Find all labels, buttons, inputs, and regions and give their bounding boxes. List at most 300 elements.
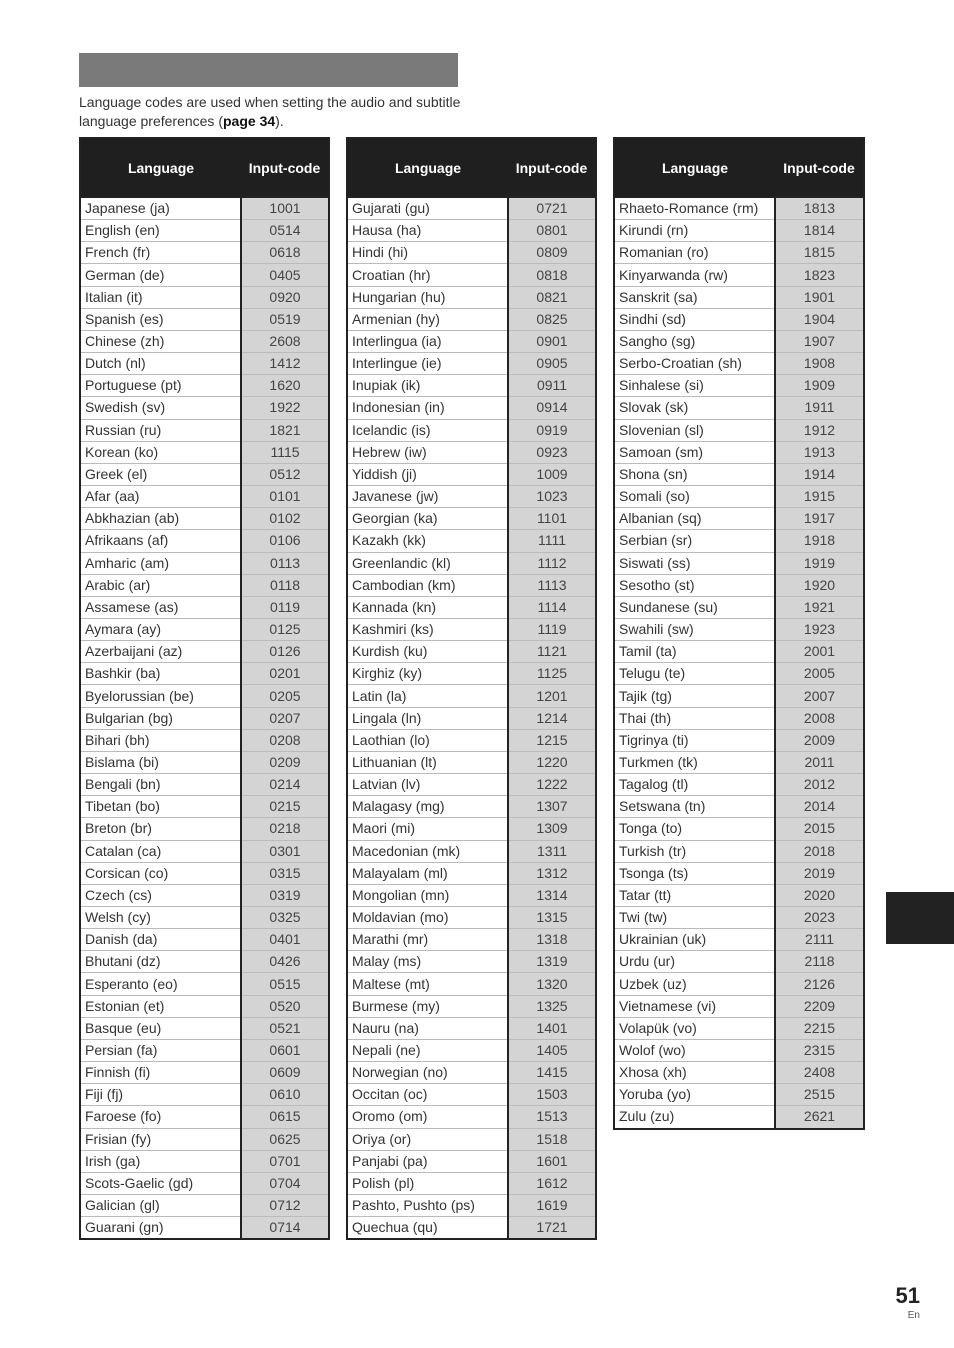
language-name-cell: Swedish (sv): [80, 397, 241, 419]
input-code-cell: 1115: [241, 441, 329, 463]
table-row: [80, 574, 329, 596]
table-row: [347, 907, 596, 929]
input-code-cell: 1309: [508, 818, 596, 840]
table-row: [614, 486, 864, 508]
input-code-cell: 2118: [775, 951, 864, 973]
language-name-cell: English (en): [80, 220, 241, 242]
section-side-tab: [886, 892, 954, 944]
input-code-cell: 1619: [508, 1195, 596, 1217]
table-row: [347, 375, 596, 397]
table-row: [80, 353, 329, 375]
table-row: [347, 884, 596, 906]
table-row: [614, 330, 864, 352]
language-name-cell: Swahili (sw): [614, 618, 775, 640]
input-code-cell: 1823: [775, 264, 864, 286]
input-code-cell: 1101: [508, 508, 596, 530]
table-row: [80, 707, 329, 729]
input-code-cell: 2111: [775, 929, 864, 951]
language-name-cell: Italian (it): [80, 286, 241, 308]
table-row: [347, 1217, 596, 1240]
language-name-cell: Spanish (es): [80, 308, 241, 330]
language-name-cell: Sangho (sg): [614, 330, 775, 352]
input-code-cell: 2515: [775, 1084, 864, 1106]
input-code-cell: 0315: [241, 862, 329, 884]
language-name-cell: Czech (cs): [80, 884, 241, 906]
input-code-cell: 1401: [508, 1017, 596, 1039]
input-code-cell: 1311: [508, 840, 596, 862]
language-name-cell: Wolof (wo): [614, 1039, 775, 1061]
language-name-cell: Faroese (fo): [80, 1106, 241, 1128]
language-name-cell: Volapük (vo): [614, 1017, 775, 1039]
input-code-cell: 0125: [241, 618, 329, 640]
language-name-cell: Afar (aa): [80, 486, 241, 508]
input-code-cell: 0618: [241, 242, 329, 264]
language-code-table-2: [346, 137, 597, 1240]
language-name-cell: Tajik (tg): [614, 685, 775, 707]
input-code-cell: 0113: [241, 552, 329, 574]
language-name-cell: Azerbaijani (az): [80, 641, 241, 663]
language-name-cell: Tigrinya (ti): [614, 729, 775, 751]
input-code-cell: 0201: [241, 663, 329, 685]
input-code-cell: 1215: [508, 729, 596, 751]
table-row: [614, 1039, 864, 1061]
table-row: [347, 596, 596, 618]
language-name-cell: Galician (gl): [80, 1195, 241, 1217]
language-name-cell: Estonian (et): [80, 995, 241, 1017]
language-name-cell: Latvian (lv): [347, 774, 508, 796]
input-code-cell: 0514: [241, 220, 329, 242]
input-code-cell: 2209: [775, 995, 864, 1017]
input-code-cell: 2019: [775, 862, 864, 884]
input-code-cell: 2315: [775, 1039, 864, 1061]
language-name-cell: Fiji (fj): [80, 1084, 241, 1106]
language-name-cell: Slovak (sk): [614, 397, 775, 419]
input-code-column-header: Input-code: [508, 138, 596, 197]
language-name-cell: Panjabi (pa): [347, 1150, 508, 1172]
input-code-cell: 0704: [241, 1172, 329, 1194]
language-name-cell: Kirghiz (ky): [347, 663, 508, 685]
table-row: [614, 862, 864, 884]
table-row: [614, 641, 864, 663]
table-row: [614, 907, 864, 929]
language-name-cell: Arabic (ar): [80, 574, 241, 596]
table-row: [614, 774, 864, 796]
language-name-cell: Sanskrit (sa): [614, 286, 775, 308]
language-name-cell: Turkish (tr): [614, 840, 775, 862]
input-code-cell: 0208: [241, 729, 329, 751]
table-row: [80, 486, 329, 508]
language-name-cell: Kirundi (rn): [614, 220, 775, 242]
input-code-cell: 1821: [241, 419, 329, 441]
input-code-cell: 2007: [775, 685, 864, 707]
input-code-cell: 1315: [508, 907, 596, 929]
language-name-cell: Yoruba (yo): [614, 1084, 775, 1106]
table-row: [614, 530, 864, 552]
table-row: [80, 818, 329, 840]
input-code-cell: 1923: [775, 618, 864, 640]
language-name-cell: Basque (eu): [80, 1017, 241, 1039]
table-row: [614, 1017, 864, 1039]
language-name-cell: Kannada (kn): [347, 596, 508, 618]
input-code-cell: 1922: [241, 397, 329, 419]
input-code-cell: 2023: [775, 907, 864, 929]
language-name-cell: Portuguese (pt): [80, 375, 241, 397]
input-code-cell: 1325: [508, 995, 596, 1017]
language-name-cell: Samoan (sm): [614, 441, 775, 463]
language-name-cell: Javanese (jw): [347, 486, 508, 508]
input-code-cell: 1518: [508, 1128, 596, 1150]
input-code-cell: 1023: [508, 486, 596, 508]
input-code-cell: 0714: [241, 1217, 329, 1240]
language-name-cell: Slovenian (sl): [614, 419, 775, 441]
input-code-cell: 0809: [508, 242, 596, 264]
input-code-cell: 1113: [508, 574, 596, 596]
table-row: [614, 663, 864, 685]
table-row: [347, 397, 596, 419]
input-code-cell: 0609: [241, 1062, 329, 1084]
input-code-cell: 0712: [241, 1195, 329, 1217]
table-row: [614, 264, 864, 286]
table-row: [347, 618, 596, 640]
language-name-cell: Esperanto (eo): [80, 973, 241, 995]
input-code-cell: 2011: [775, 751, 864, 773]
language-name-cell: Aymara (ay): [80, 618, 241, 640]
table-row: [614, 729, 864, 751]
table-row: [614, 1106, 864, 1129]
language-name-cell: Bihari (bh): [80, 729, 241, 751]
table-row: [347, 1150, 596, 1172]
language-name-cell: Lithuanian (lt): [347, 751, 508, 773]
input-code-cell: 0325: [241, 907, 329, 929]
input-code-cell: 1320: [508, 973, 596, 995]
table-row: [347, 707, 596, 729]
table-row: [347, 862, 596, 884]
language-name-cell: Lingala (ln): [347, 707, 508, 729]
input-code-cell: 2015: [775, 818, 864, 840]
section-title-bar: [79, 53, 458, 87]
input-code-cell: 0301: [241, 840, 329, 862]
table-row: [80, 685, 329, 707]
table-row: [614, 419, 864, 441]
input-code-cell: 2012: [775, 774, 864, 796]
table-row: [80, 1195, 329, 1217]
input-code-cell: 1721: [508, 1217, 596, 1240]
language-name-cell: Serbian (sr): [614, 530, 775, 552]
language-name-cell: Rhaeto-Romance (rm): [614, 197, 775, 220]
table-row: [80, 596, 329, 618]
table-row: [614, 1084, 864, 1106]
table-row: [347, 1172, 596, 1194]
table-row: [80, 929, 329, 951]
input-code-cell: 1813: [775, 197, 864, 220]
table-row: [80, 1039, 329, 1061]
language-name-cell: Bashkir (ba): [80, 663, 241, 685]
table-row: [614, 308, 864, 330]
table-row: [347, 663, 596, 685]
table-row: [80, 308, 329, 330]
input-code-cell: 1912: [775, 419, 864, 441]
language-name-cell: Assamese (as): [80, 596, 241, 618]
table-row: [80, 796, 329, 818]
table-row: [80, 774, 329, 796]
input-code-cell: 0215: [241, 796, 329, 818]
input-code-cell: 2005: [775, 663, 864, 685]
input-code-cell: 0405: [241, 264, 329, 286]
language-name-cell: Bengali (bn): [80, 774, 241, 796]
table-row: [347, 264, 596, 286]
table-row: [80, 441, 329, 463]
table-row: [614, 618, 864, 640]
input-code-cell: 2009: [775, 729, 864, 751]
table-row: [80, 197, 329, 220]
input-code-cell: 0319: [241, 884, 329, 906]
input-code-cell: 1307: [508, 796, 596, 818]
language-name-cell: Scots-Gaelic (gd): [80, 1172, 241, 1194]
table-row: [347, 1106, 596, 1128]
language-name-cell: Latin (la): [347, 685, 508, 707]
language-name-cell: Armenian (hy): [347, 308, 508, 330]
table-row: [614, 818, 864, 840]
language-name-cell: Georgian (ka): [347, 508, 508, 530]
input-code-cell: 0920: [241, 286, 329, 308]
language-name-cell: Catalan (ca): [80, 840, 241, 862]
language-code-table-1: [79, 137, 330, 1240]
input-code-cell: 0426: [241, 951, 329, 973]
language-name-cell: Greek (el): [80, 463, 241, 485]
table-row: [80, 330, 329, 352]
language-name-cell: Norwegian (no): [347, 1062, 508, 1084]
language-name-cell: Russian (ru): [80, 419, 241, 441]
language-name-cell: Tonga (to): [614, 818, 775, 840]
input-code-cell: 1125: [508, 663, 596, 685]
input-code-cell: 1214: [508, 707, 596, 729]
input-code-cell: 0701: [241, 1150, 329, 1172]
table-row: [80, 1084, 329, 1106]
table-row: [614, 463, 864, 485]
input-code-cell: 1921: [775, 596, 864, 618]
input-code-cell: 1919: [775, 552, 864, 574]
table-row: [614, 397, 864, 419]
input-code-cell: 0610: [241, 1084, 329, 1106]
input-code-cell: 1222: [508, 774, 596, 796]
table-row: [347, 308, 596, 330]
table-row: [80, 862, 329, 884]
table-row: [80, 286, 329, 308]
language-name-cell: Corsican (co): [80, 862, 241, 884]
language-name-cell: Kinyarwanda (rw): [614, 264, 775, 286]
input-code-cell: 1112: [508, 552, 596, 574]
language-name-cell: Finnish (fi): [80, 1062, 241, 1084]
table-row: [347, 973, 596, 995]
language-name-cell: Dutch (nl): [80, 353, 241, 375]
input-code-cell: 1114: [508, 596, 596, 618]
language-name-cell: Inupiak (ik): [347, 375, 508, 397]
table-row: [80, 840, 329, 862]
language-name-cell: Icelandic (is): [347, 419, 508, 441]
language-name-cell: Malayalam (ml): [347, 862, 508, 884]
language-name-cell: Serbo-Croatian (sh): [614, 353, 775, 375]
input-code-cell: 1415: [508, 1062, 596, 1084]
language-name-cell: German (de): [80, 264, 241, 286]
table-row: [614, 884, 864, 906]
table-row: [80, 508, 329, 530]
table-row: [347, 441, 596, 463]
table-row: [614, 508, 864, 530]
input-code-cell: 1201: [508, 685, 596, 707]
input-code-cell: 0911: [508, 375, 596, 397]
language-name-cell: Siswati (ss): [614, 552, 775, 574]
input-code-cell: 2126: [775, 973, 864, 995]
table-row: [347, 1062, 596, 1084]
input-code-cell: 2215: [775, 1017, 864, 1039]
table-row: [80, 220, 329, 242]
input-code-cell: 2020: [775, 884, 864, 906]
input-code-column-header: Input-code: [775, 138, 864, 197]
language-name-cell: Marathi (mr): [347, 929, 508, 951]
language-name-cell: Sundanese (su): [614, 596, 775, 618]
language-column-header: Language: [80, 138, 241, 197]
language-name-cell: Sindhi (sd): [614, 308, 775, 330]
input-code-cell: 0520: [241, 995, 329, 1017]
table-row: [347, 840, 596, 862]
table-row: [347, 995, 596, 1017]
language-name-cell: Nepali (ne): [347, 1039, 508, 1061]
input-code-cell: 0126: [241, 641, 329, 663]
table-row: [347, 796, 596, 818]
input-code-cell: 1918: [775, 530, 864, 552]
language-name-cell: Uzbek (uz): [614, 973, 775, 995]
input-code-cell: 0825: [508, 308, 596, 330]
language-name-cell: Amharic (am): [80, 552, 241, 574]
table-row: [614, 995, 864, 1017]
language-name-cell: Byelorussian (be): [80, 685, 241, 707]
table-row: [80, 375, 329, 397]
language-name-cell: Welsh (cy): [80, 907, 241, 929]
language-name-cell: Polish (pl): [347, 1172, 508, 1194]
language-name-cell: French (fr): [80, 242, 241, 264]
language-name-cell: Hebrew (iw): [347, 441, 508, 463]
language-name-cell: Albanian (sq): [614, 508, 775, 530]
language-name-cell: Romanian (ro): [614, 242, 775, 264]
table-row: [347, 685, 596, 707]
language-name-cell: Kashmiri (ks): [347, 618, 508, 640]
language-name-cell: Mongolian (mn): [347, 884, 508, 906]
input-code-cell: 2408: [775, 1062, 864, 1084]
language-name-cell: Bulgarian (bg): [80, 707, 241, 729]
table-row: [347, 508, 596, 530]
language-name-cell: Tamil (ta): [614, 641, 775, 663]
input-code-cell: 2014: [775, 796, 864, 818]
input-code-cell: 0512: [241, 463, 329, 485]
input-code-cell: 1901: [775, 286, 864, 308]
input-code-cell: 0601: [241, 1039, 329, 1061]
language-name-cell: Irish (ga): [80, 1150, 241, 1172]
table-row: [80, 1062, 329, 1084]
table-row: [80, 552, 329, 574]
input-code-column-header: Input-code: [241, 138, 329, 197]
language-name-cell: Vietnamese (vi): [614, 995, 775, 1017]
table-row: [347, 1084, 596, 1106]
input-code-cell: 1405: [508, 1039, 596, 1061]
input-code-cell: 0119: [241, 596, 329, 618]
language-name-cell: Maltese (mt): [347, 973, 508, 995]
table-row: [614, 973, 864, 995]
table-row: [347, 486, 596, 508]
language-name-cell: Afrikaans (af): [80, 530, 241, 552]
input-code-cell: 1915: [775, 486, 864, 508]
table-row: [347, 1195, 596, 1217]
intro-text: [79, 93, 479, 130]
table-row: [347, 729, 596, 751]
table-row: [614, 596, 864, 618]
table-row: [614, 353, 864, 375]
input-code-cell: 2018: [775, 840, 864, 862]
table-row: [80, 1128, 329, 1150]
table-row: [80, 1017, 329, 1039]
table-row: [347, 1128, 596, 1150]
language-name-cell: Bislama (bi): [80, 751, 241, 773]
language-name-cell: Korean (ko): [80, 441, 241, 463]
table-row: [80, 1106, 329, 1128]
input-code-cell: 0101: [241, 486, 329, 508]
language-name-cell: Urdu (ur): [614, 951, 775, 973]
page-number: 51: [895, 1283, 920, 1308]
language-name-cell: Kazakh (kk): [347, 530, 508, 552]
page-reference-link[interactable]: page 34: [223, 112, 276, 129]
input-code-cell: 1513: [508, 1106, 596, 1128]
input-code-cell: 0205: [241, 685, 329, 707]
table-row: [614, 840, 864, 862]
input-code-cell: 0615: [241, 1106, 329, 1128]
table-row: [80, 419, 329, 441]
input-code-cell: 0801: [508, 220, 596, 242]
language-name-cell: Yiddish (ji): [347, 463, 508, 485]
table-row: [347, 552, 596, 574]
language-column-header: Language: [614, 138, 775, 197]
input-code-cell: 0818: [508, 264, 596, 286]
language-name-cell: Turkmen (tk): [614, 751, 775, 773]
input-code-cell: 2001: [775, 641, 864, 663]
language-name-cell: Oriya (or): [347, 1128, 508, 1150]
table-row: [347, 419, 596, 441]
table-row: [614, 286, 864, 308]
table-row: [347, 1039, 596, 1061]
language-name-cell: Occitan (oc): [347, 1084, 508, 1106]
language-name-cell: Sesotho (st): [614, 574, 775, 596]
language-code-table-3: [613, 137, 865, 1130]
input-code-cell: 0218: [241, 818, 329, 840]
table-row: [347, 929, 596, 951]
table-row: [80, 973, 329, 995]
language-name-cell: Malay (ms): [347, 951, 508, 973]
input-code-cell: 1312: [508, 862, 596, 884]
table-row: [347, 330, 596, 352]
language-name-cell: Moldavian (mo): [347, 907, 508, 929]
language-name-cell: Interlingua (ia): [347, 330, 508, 352]
input-code-cell: 1001: [241, 197, 329, 220]
input-code-cell: 2608: [241, 330, 329, 352]
table-row: [614, 751, 864, 773]
language-name-cell: Zulu (zu): [614, 1106, 775, 1129]
input-code-cell: 1814: [775, 220, 864, 242]
language-column-header: Language: [347, 138, 508, 197]
language-name-cell: Malagasy (mg): [347, 796, 508, 818]
language-name-cell: Greenlandic (kl): [347, 552, 508, 574]
input-code-cell: 1913: [775, 441, 864, 463]
intro-text-end: ).: [275, 112, 284, 129]
language-name-cell: Xhosa (xh): [614, 1062, 775, 1084]
table-row: [347, 641, 596, 663]
